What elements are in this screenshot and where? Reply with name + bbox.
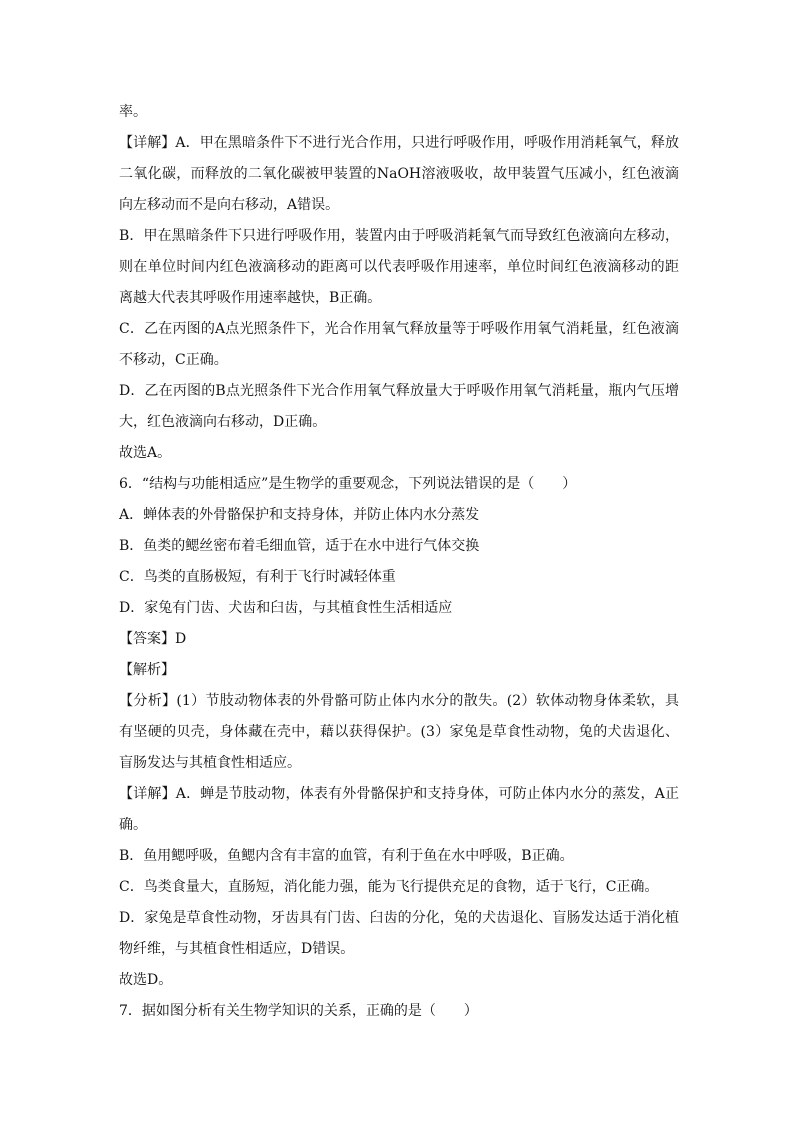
question-stem: 6．“结构与功能相适应”是生物学的重要观念，下列说法错误的是（ ）	[119, 476, 577, 492]
text-line: 则在单位时间内红色液滴移动的距离可以代表呼吸作用速率，单位时间红色液滴移动的距	[119, 259, 679, 275]
text-line: 有坚硬的贝壳，身体藏在壳中，藉以获得保护。(3）家兔是草食性动物，兔的犬齿退化、	[119, 724, 679, 740]
text-line: D．乙在丙图的B点光照条件下光合作用氧气释放量大于呼吸作用氧气消耗量，瓶内气压增	[119, 383, 679, 399]
option-b: B．鱼类的鳃丝密布着毛细血管，适于在水中进行气体交换	[119, 538, 480, 554]
text-line: 【分析】(1）节肢动物体表的外骨骼可防止体内水分的散失。(2）软体动物身体柔软，具	[119, 693, 679, 709]
text-line: 确。	[119, 817, 147, 833]
text-line: D．家兔是草食性动物，牙齿具有门齿、臼齿的分化，兔的犬齿退化、盲肠发达适于消化植	[119, 910, 679, 926]
text-line: 【详解】A．蝉是节肢动物，体表有外骨骼保护和支持身体，可防止体内水分的蒸发，A正	[119, 786, 679, 802]
analysis-label: 【解析】	[119, 662, 175, 678]
text-line: 向左移动而不是向右移动，A错误。	[119, 197, 340, 213]
text-line: B．甲在黑暗条件下只进行呼吸作用，装置内由于呼吸消耗氧气而导致红色液滴向左移动，	[119, 228, 679, 244]
text-line: 故选D。	[119, 972, 173, 988]
text-line: 率。	[119, 104, 147, 120]
option-a: A．蝉体表的外骨骼保护和支持身体，并防止体内水分蒸发	[119, 507, 480, 523]
text-line: 物纤维，与其植食性相适应，D错误。	[119, 941, 355, 957]
text-line: C．鸟类食量大，直肠短，消化能力强，能为飞行提供充足的食物，适于飞行，C正确。	[119, 879, 659, 895]
document-page	[119, 97, 679, 1027]
text-line: B．鱼用鳃呼吸，鱼鳃内含有丰富的血管，有利于鱼在水中呼吸，B正确。	[119, 848, 574, 864]
text-line: 离越大代表其呼吸作用速率越快，B正确。	[119, 290, 382, 306]
text-line: C．乙在丙图的A点光照条件下，光合作用氧气释放量等于呼吸作用氧气消耗量，红色液滴	[119, 321, 679, 337]
question-stem: 7．据如图分析有关生物学知识的关系，正确的是（ ）	[119, 1003, 478, 1019]
option-d: D．家兔有门齿、犬齿和臼齿，与其植食性生活相适应	[119, 600, 453, 616]
option-c: C．鸟类的直肠极短，有利于飞行时减轻体重	[119, 569, 396, 585]
text-line: 二氧化碳，而释放的二氧化碳被甲装置的NaOH溶液吸收，故甲装置气压减小，红色液滴	[119, 166, 679, 182]
text-line: 【详解】A．甲在黑暗条件下不进行光合作用，只进行呼吸作用，呼吸作用消耗氧气，释放	[119, 135, 679, 151]
text-line: 不移动，C正确。	[119, 352, 228, 368]
text-line: 故选A。	[119, 445, 172, 461]
answer-label: 【答案】D	[119, 631, 187, 647]
text-line: 盲肠发达与其植食性相适应。	[119, 755, 301, 771]
text-line: 大，红色液滴向右移动，D正确。	[119, 414, 327, 430]
